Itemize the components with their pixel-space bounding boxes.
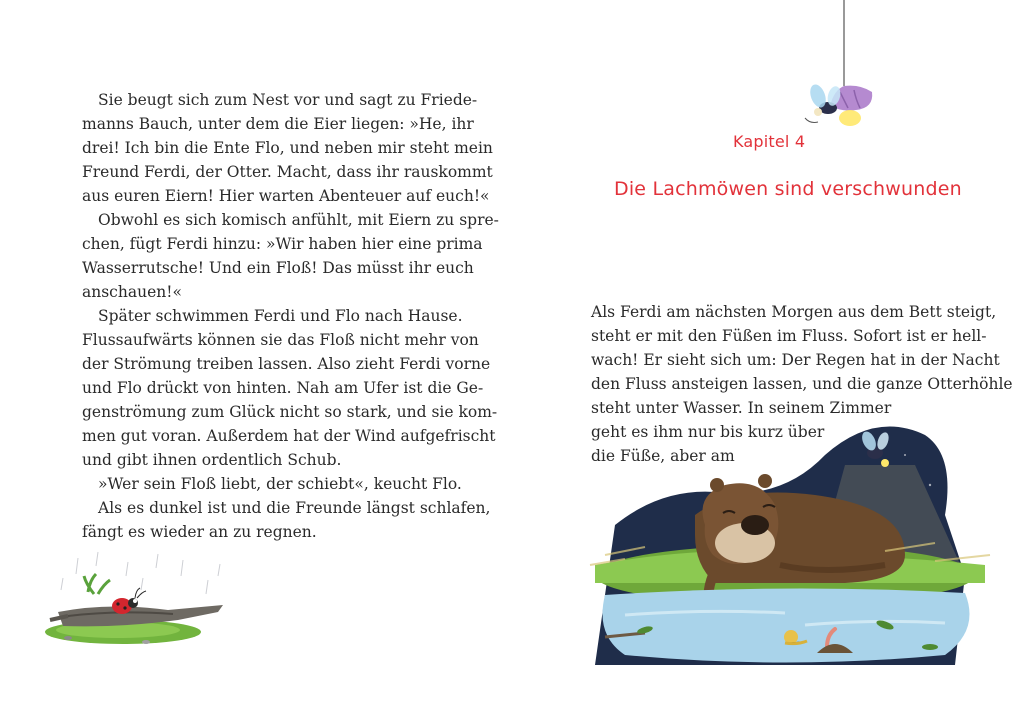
left-page-text — [82, 88, 499, 544]
text-line: die Füße, aber am — [591, 447, 735, 465]
text-line: drei! Ich bin die Ente Flo, und neben mir steht mein — [82, 139, 493, 157]
ladybug-log-illustration — [38, 550, 238, 660]
text-line: und Flo drückt von hinten. Nah am Ufer ist die Ge- — [82, 379, 484, 397]
text-line: der Strömung treiben lassen. Also zieht Ferdi vorne — [82, 355, 491, 373]
text-line: manns Bauch, unter dem die Eier liegen: »He, ihr — [82, 115, 474, 133]
text-line: Als Ferdi am nächsten Morgen aus dem Bett steigt, — [591, 303, 997, 321]
text-line: Wasserrutsche! Und ein Floß! Das müsst ihr euch — [82, 259, 474, 277]
chapter-title: Die Lachmöwen sind verschwunden — [614, 178, 962, 200]
text-line: men gut voran. Außerdem hat der Wind aufgefrischt — [82, 427, 496, 445]
text-line: geht es ihm nur bis kurz über — [591, 423, 825, 441]
text-line: Flussaufwärts können sie das Floß nicht mehr von — [82, 331, 479, 349]
text-line: Obwohl es sich komisch anfühlt, mit Eiern zu spre- — [98, 211, 499, 229]
chapter-label: Kapitel 4 — [733, 132, 806, 151]
text-line: wach! Er sieht sich um: Der Regen hat in der Nacht — [591, 351, 1000, 369]
text-line: genströmung zum Glück nicht so stark, und sie kom- — [82, 403, 498, 421]
text-line: Später schwimmen Ferdi und Flo nach Hause. — [98, 307, 463, 325]
flower-firefly-illustration — [800, 0, 890, 135]
text-line: Freund Ferdi, der Otter. Macht, dass ihr rauskommt — [82, 163, 493, 181]
text-line: anschauen!« — [82, 283, 182, 301]
text-line: und gibt ihnen ordentlich Schub. — [82, 451, 342, 469]
text-line: steht er mit den Füßen im Fluss. Sofort ist er hell- — [591, 327, 987, 345]
text-line: den Fluss ansteigen lassen, und die ganze Otterhöhle — [591, 375, 1013, 393]
text-line: Sie beugt sich zum Nest vor und sagt zu Friede- — [98, 91, 478, 109]
text-line: aus euren Eiern! Hier warten Abenteuer auf euch!« — [82, 187, 490, 205]
text-line: »Wer sein Floß liebt, der schiebt«, keucht Flo. — [98, 475, 462, 493]
text-line: Als es dunkel ist und die Freunde längst schlafen, — [98, 499, 491, 517]
sleeping-otter-illustration — [585, 415, 1005, 675]
text-line: steht unter Wasser. In seinem Zimmer — [591, 399, 892, 417]
text-line: fängt es wieder an zu regnen. — [82, 523, 317, 541]
text-line: chen, fügt Ferdi hinzu: »Wir haben hier eine prima — [82, 235, 483, 253]
